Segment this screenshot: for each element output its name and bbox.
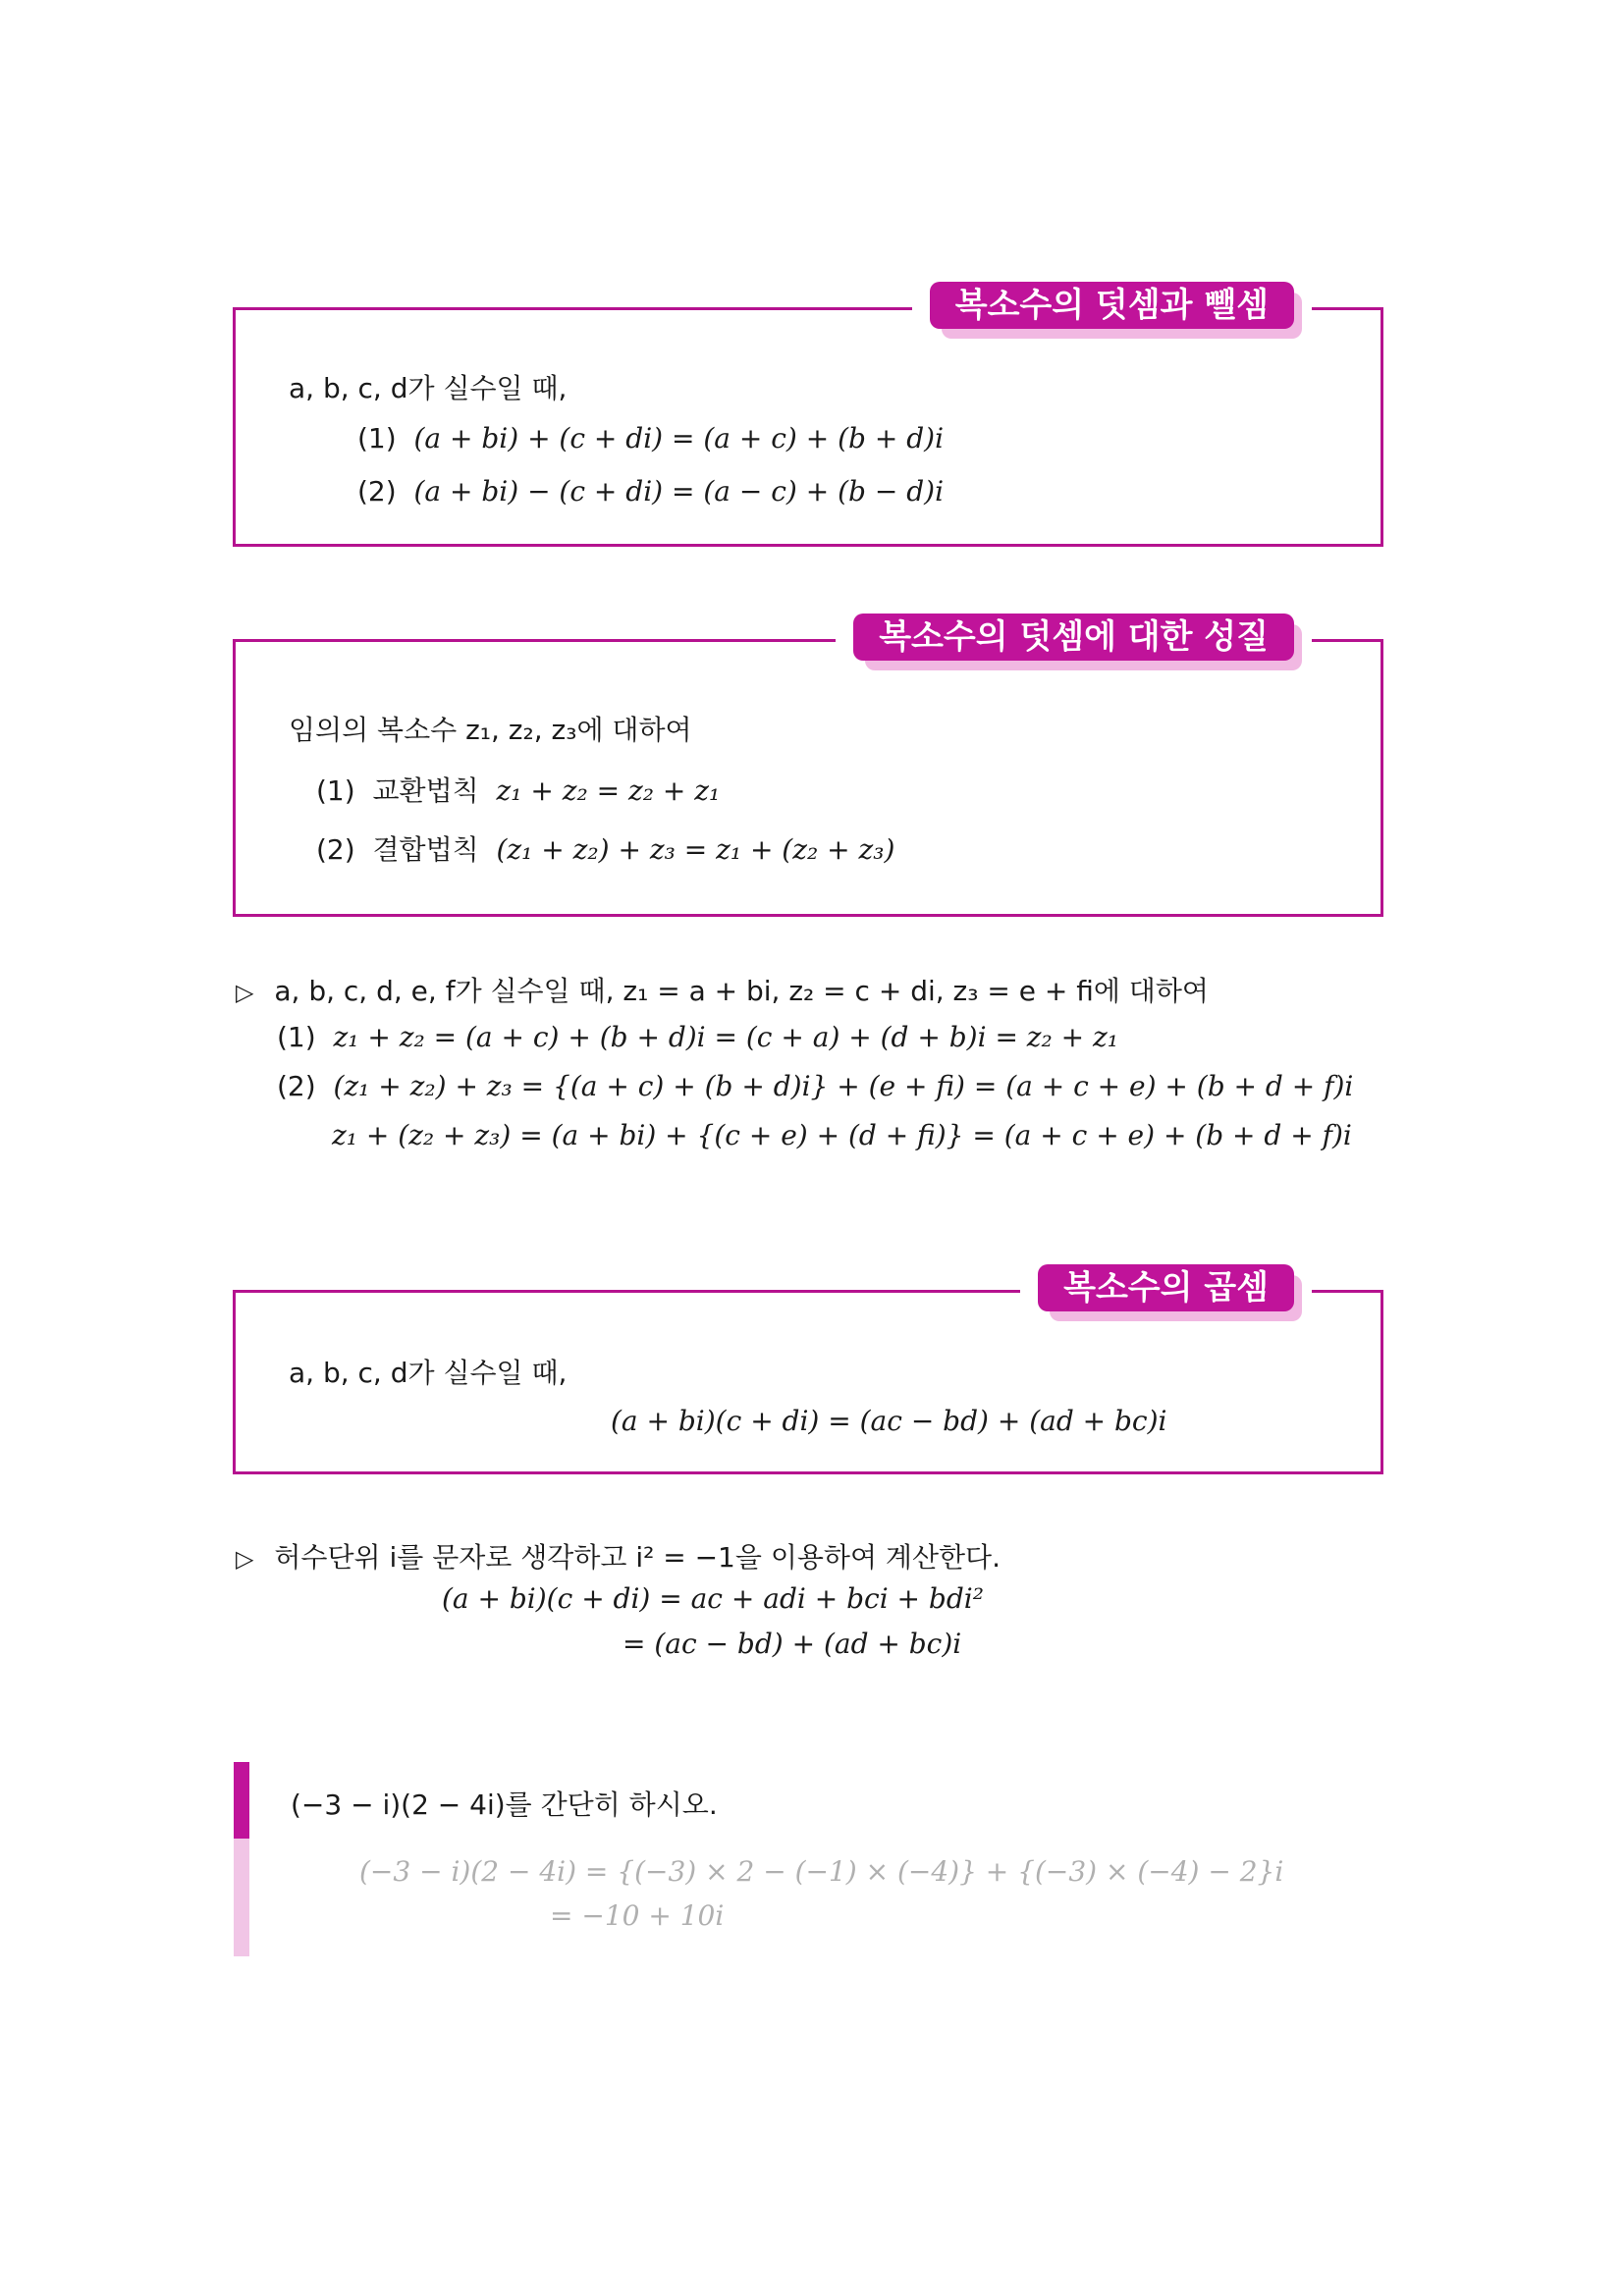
box-multiplication — [233, 1268, 1383, 1474]
formula: (a + bi) − (c + di) = (a − c) + (b − d)i — [413, 475, 945, 507]
example-bar-light — [234, 1839, 249, 1956]
property-line-2 — [316, 828, 894, 868]
example-bar-dark — [234, 1762, 249, 1839]
proof2-intro — [236, 1536, 1001, 1575]
property-label: 교환법칙 — [372, 774, 479, 807]
formula: (a + bi) + (c + di) = (a + c) + (b + d)i — [413, 422, 945, 454]
item-number: (2) — [277, 1070, 316, 1102]
proof1-line-3: z₁ + (z₂ + z₃) = (a + bi) + {(c + e) + (d + fi)} = (a + c + e) + (b + d + f)i — [332, 1119, 1352, 1151]
example-answer-1: (−3 − i)(2 − 4i) = {(−3) × 2 − (−1) × (−4)} + {(−3) × (−4) − 2}i — [359, 1855, 1284, 1888]
triangle-marker-icon: ▷ — [236, 979, 254, 1006]
proof2-line-2: = (ac − bd) + (ad + bc)i — [623, 1628, 962, 1660]
proof1-line-2 — [277, 1070, 1353, 1102]
box-title: 복소수의 덧셈에 대한 성질 — [853, 614, 1294, 661]
proof2-line-1: (a + bi)(c + di) = ac + adi + bci + bdi² — [442, 1582, 984, 1615]
box-title: 복소수의 곱셈 — [1038, 1264, 1294, 1311]
item-number: (1) — [316, 774, 355, 807]
box-intro: 임의의 복소수 z₁, z₂, z₃에 대하여 — [289, 714, 692, 746]
box-title-wrap — [836, 614, 1312, 667]
box-intro: a, b, c, d가 실수일 때, — [289, 372, 568, 404]
formula-line-2 — [357, 475, 944, 507]
box-title-wrap — [1020, 1264, 1312, 1317]
box-title: 복소수의 덧셈과 뺄셈 — [930, 282, 1294, 329]
example-answer-2: = −10 + 10i — [550, 1899, 725, 1932]
box-intro: a, b, c, d가 실수일 때, — [289, 1357, 568, 1389]
item-number: (2) — [357, 475, 397, 507]
property-line-1 — [316, 770, 720, 809]
formula: z₁ + z₂ = (a + c) + (b + d)i = (c + a) + (d + b)i = z₂ + z₁ — [333, 1021, 1119, 1053]
formula: (z₁ + z₂) + z₃ = {(a + c) + (b + d)i} + (e + fi) = (a + c + e) + (b + d + f)i — [333, 1070, 1354, 1102]
proof1-line-1 — [277, 1021, 1118, 1053]
proof1-intro — [236, 970, 1209, 1009]
formula-line-1 — [357, 422, 944, 454]
formula: z₁ + z₂ = z₂ + z₁ — [496, 774, 721, 807]
formula: (a + bi)(c + di) = (ac − bd) + (ad + bc)i — [611, 1405, 1167, 1437]
item-number: (1) — [357, 422, 397, 454]
property-label: 결합법칙 — [372, 833, 479, 866]
box-addition-subtraction — [233, 286, 1383, 547]
formula: (z₁ + z₂) + z₃ = z₁ + (z₂ + z₃) — [496, 833, 895, 866]
box-title-wrap — [912, 282, 1312, 335]
example-question: (−3 − i)(2 − 4i)를 간단히 하시오. — [291, 1789, 718, 1821]
item-number: (1) — [277, 1021, 316, 1053]
proof-intro-text: a, b, c, d, e, f가 실수일 때, z₁ = a + bi, z₂ = c + di, z₃ = e + fi에 대하여 — [274, 975, 1209, 1007]
proof-intro-text: 허수단위 i를 문자로 생각하고 i² = −1을 이용하여 계산한다. — [274, 1541, 1001, 1574]
item-number: (2) — [316, 833, 355, 866]
box-addition-properties — [233, 617, 1383, 917]
triangle-marker-icon: ▷ — [236, 1545, 254, 1573]
